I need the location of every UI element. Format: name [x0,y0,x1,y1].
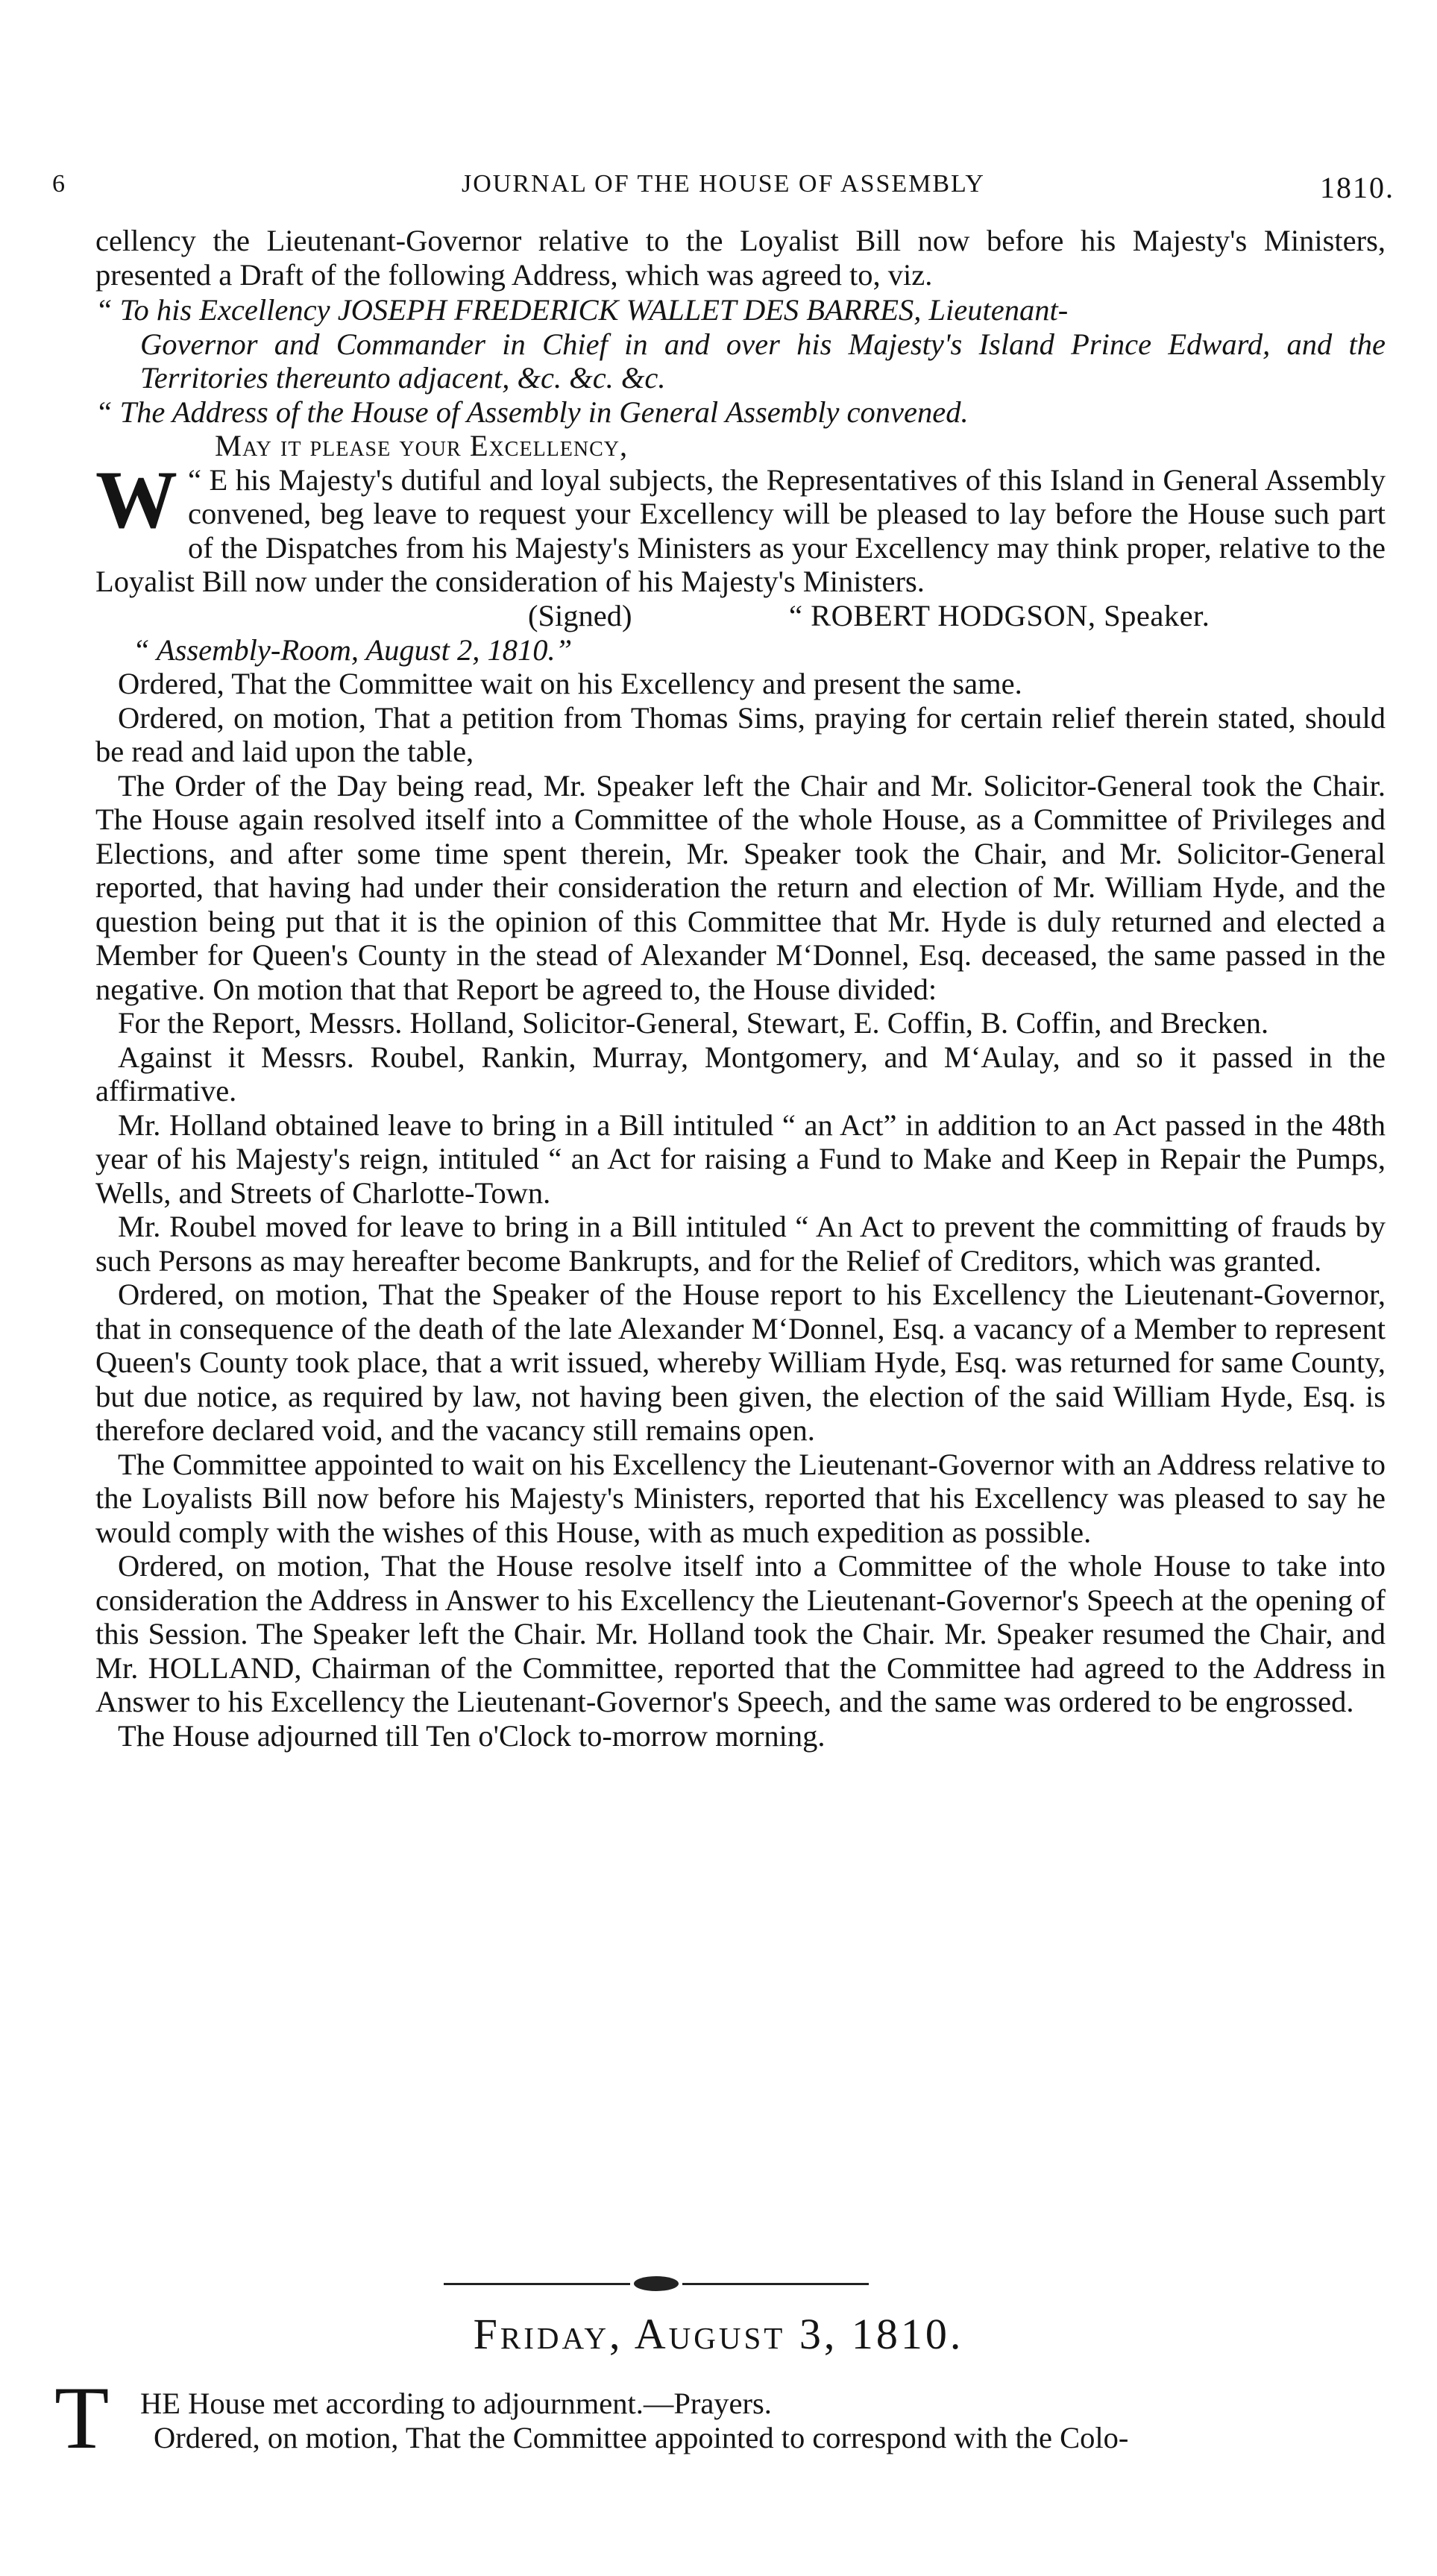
drop-cap: W [95,453,177,545]
address-heading [95,293,1386,429]
address-recipient-title: Governor and Commander in Chief in and over his Majesty's Island Prince Edward, and the Territories thereunto adjacent, &c. &c. &c. [140,327,1386,395]
address-body: E his Majesty's dutiful and loyal subjects, the Representatives of this Island in General Assembly convened, beg leave to request your Excellency will be pleased to lay before the House such part of the Dispatches from his Majesty's Ministers as your Excellency may think proper, relative to the Loyalist Bill now under the consideration of his Majesty's Ministers. [95,462,1386,598]
closing-line-2: Ordered, on motion, That the Committee appointed to correspond with the Colo- [154,2421,1129,2454]
rule-ornament [634,2276,679,2291]
paragraph-adjourned: The House adjourned till Ten o'Clock to-morrow morning. [118,1718,826,1753]
paragraph-committee-report: The Committee appointed to wait on his Excellency the Lieutenant-Governor with an Address relative to the Loyalists Bill now before his Majesty's Ministers, reported that his Excellency was pleased to say he would comply with the wishes of this House, with as much expedition as possible. [95,1447,1386,1549]
paragraph-ordered-4: Ordered, on motion, That the House resolve itself into a Committee of the whole House to take into consideration the Address in Answer to his Excellency the Lieutenant-Governor's Speech at the opening of this Session. The Speaker left the Chair. Mr. Holland took the Chair. Mr. Speaker resumed the Chair, and Mr. HOLLAND, Chairman of the Committee, reported that the Committee had agreed to the Address in Answer to his Excellency the Lieutenant-Governor's Speech, and the same was ordered to be engrossed. [95,1549,1386,1718]
salutation: May it please your Excellency, [215,429,629,462]
paragraph-ordered-1: Ordered, That the Committee wait on his Excellency and present the same. [118,667,1022,700]
signed-label: (Signed) [528,598,632,632]
paragraph-holland-bill: Mr. Holland obtained leave to bring in a Bill intituled “ an Act” in addition to an Act passed in the 48th year of his Majesty's reign, intituled “ an Act for raising a Fund to Make and Keep in Repair the Pumps, Wells, and Streets of Charlotte-Town. [95,1108,1386,1210]
paragraph-continuation: cellency the Lieutenant-Governor relative to the Loyalist Bill now before his Majesty's Ministers, presented a Draft of the following Address, which was agreed to, viz. [95,224,1386,292]
journal-body [95,224,1386,1753]
rule-left-line [444,2283,630,2285]
address-caption: “ The Address of the House of Assembly in General Assembly convened. [95,395,969,429]
paragraph-ordered-2: Ordered, on motion, That a petition from Thomas Sims, praying for certain relief therein stated, should be read and laid upon the table, [95,700,1386,768]
drop-cap-t: T [54,2368,110,2467]
paragraph-roubel-bill: Mr. Roubel moved for leave to bring in a Bill intituled “ An Act to prevent the committing of frauds by such Persons as may hereafter become Bankrupts, and for the Relief of Creditors, which was granted. [95,1210,1386,1278]
paragraph-order-of-day: The Order of the Day being read, Mr. Speaker left the Chair and Mr. Solicitor-General took the Chair. The House again resolved itself into a Committee of the whole House, as a Committee of Privileges and Elections, and after some time spent therein, Mr. Speaker took the Chair, and Mr. Solicitor-General reported, that having had under their consideration the return and election of Mr. William Hyde, and the question being put that it is the opinion of this Committee that Mr. Hyde is duly returned and elected a Member for Queen's County in the stead of Alexander M‘Donnel, Esq. deceased, the same passed in the negative. On motion that that Report be agreed to, the House divided: [95,768,1386,1006]
journal-title: JOURNAL OF THE HOUSE OF ASSEMBLY [462,170,985,198]
paragraph-against: Against it Messrs. Roubel, Rankin, Murray, Montgomery, and M‘Aulay, and so it passed in the affirmative. [95,1040,1386,1108]
rule-right-line [682,2283,869,2285]
signature-line [95,599,1386,633]
address-recipient: “ To his Excellency JOSEPH FREDERICK WALLET DES BARRES, Lieutenant- [95,293,1069,327]
paragraph-for-report: For the Report, Messrs. Holland, Solicitor-General, Stewart, E. Coffin, B. Coffin, and Brecken. [118,1006,1269,1040]
assembly-room-dateline: “ Assembly-Room, August 2, 1810.” [133,632,573,667]
speaker-signature: “ ROBERT HODGSON, Speaker. [789,598,1210,632]
paragraph-ordered-3: Ordered, on motion, That the Speaker of the House report to his Excellency the Lieutenant-Governor, that in consequence of the death of the late Alexander M‘Donnel, Esq. a vacancy of a Member to represent Queen's County took place, that a writ issued, whereby William Hyde, Esq. was returned for same County, but due notice, as required by law, not having been given, the election of the said William Hyde, Esq. is therefore declared void, and the vacancy still remains open. [95,1278,1386,1447]
running-header [52,170,1394,215]
closing-text [54,2368,1386,2467]
header-year: 1810. [1320,171,1394,204]
section-heading: Friday, August 3, 1810. [473,2310,964,2358]
address-text [95,453,1386,599]
opening-quote: “ [188,462,201,497]
closing-line-1: HE House met according to adjournment.—Prayers. [140,2387,772,2420]
page-number: 6 [52,170,66,198]
ornamental-rule [444,2275,869,2293]
